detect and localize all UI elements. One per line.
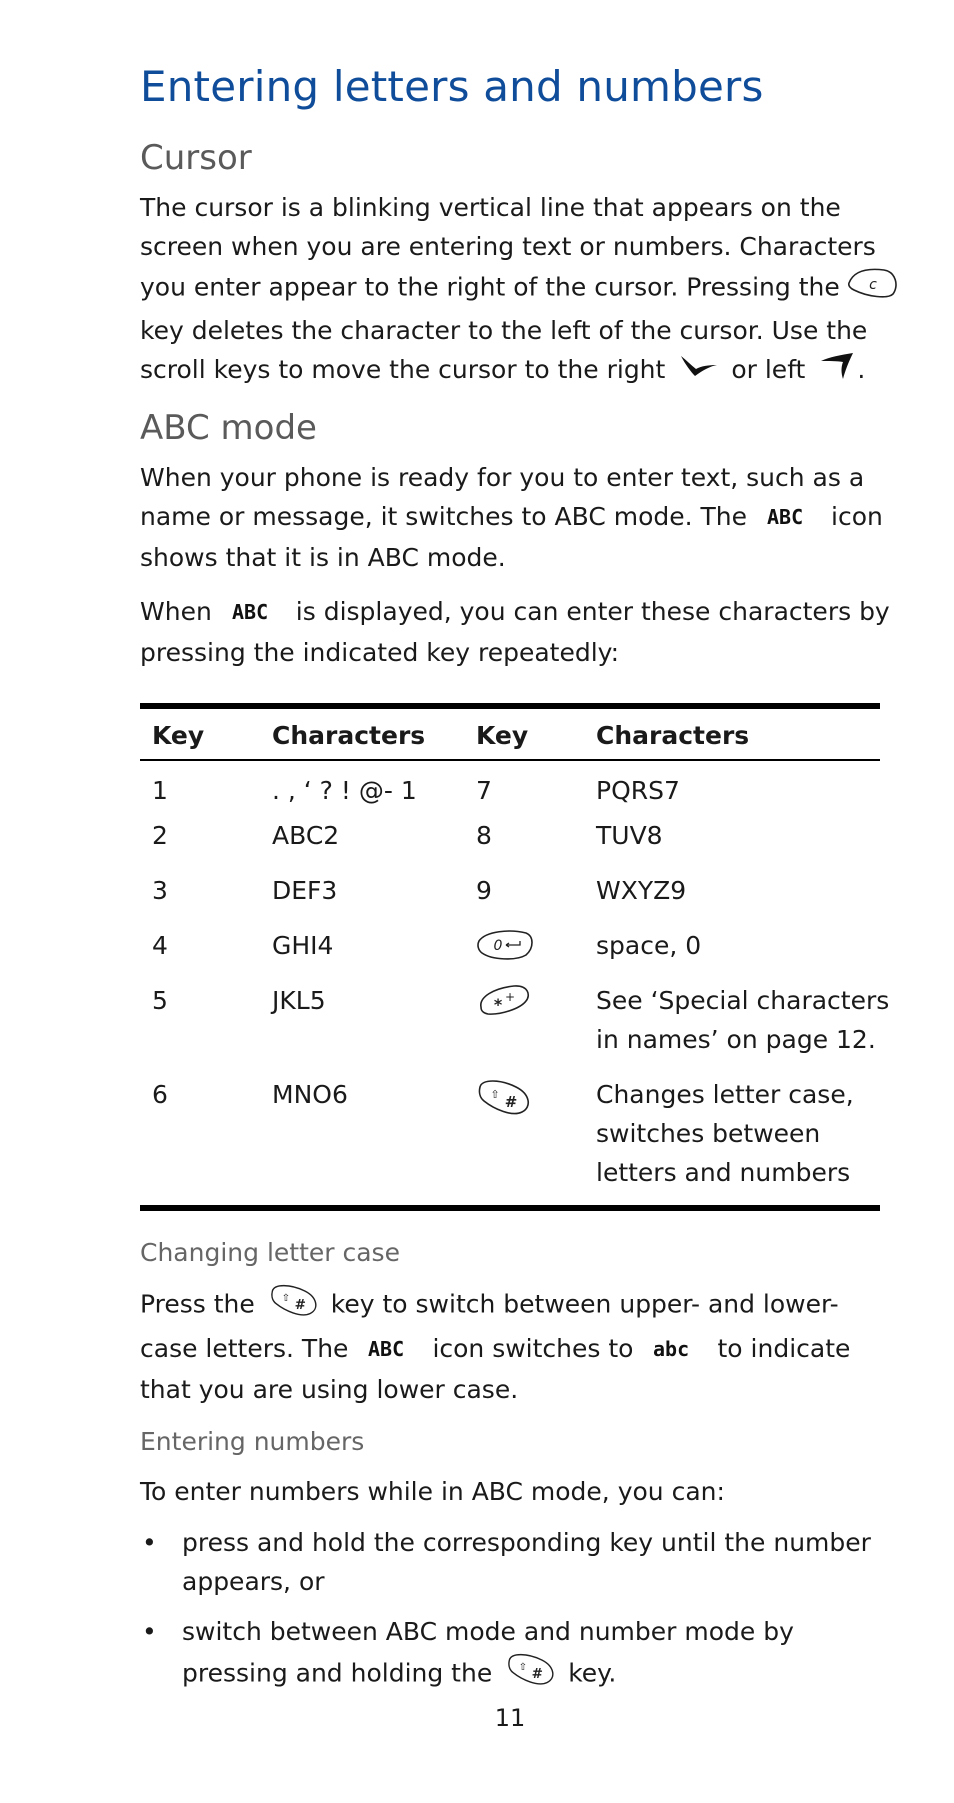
star-key-icon <box>476 983 532 1028</box>
lowercase-icon-label: abc <box>653 1338 690 1359</box>
key-cell: 7 <box>476 775 492 805</box>
characters-cell: space, 0 <box>596 930 702 960</box>
abc-mode-heading: ABC mode <box>140 408 317 448</box>
changing-case-heading: Changing letter case <box>140 1238 400 1267</box>
header-key: Key <box>152 721 205 750</box>
characters-cell: ABC2 <box>272 820 340 850</box>
clear-key-icon <box>846 266 900 311</box>
text-line: in names’ on page 12. <box>596 1024 876 1054</box>
cursor-heading: Cursor <box>140 138 252 178</box>
page-title: Entering letters and numbers <box>140 62 764 111</box>
text-line: pressing the indicated key repeatedly: <box>140 637 620 667</box>
entering-numbers-intro: To enter numbers while in ABC mode, you can: <box>140 1477 725 1506</box>
characters-cell: TUV8 <box>596 820 663 850</box>
key-cell: 3 <box>152 875 168 905</box>
text-line <box>140 1282 880 1329</box>
zero-glyph: 0 <box>493 937 503 954</box>
scroll-right-key-icon <box>679 352 719 391</box>
text-segment: is displayed, you can enter these characters by <box>295 597 890 626</box>
page-number: 11 <box>494 1704 526 1732</box>
key-character-table <box>140 703 890 1211</box>
abc-mode-icon <box>767 499 817 538</box>
abc-mode-paragraph-2 <box>140 592 890 672</box>
text-line: shows that it is in ABC mode. <box>140 542 506 572</box>
svg-text:c: c <box>868 277 877 293</box>
table-row <box>140 761 880 816</box>
key-cell: 4 <box>152 930 168 960</box>
text-line <box>140 497 883 538</box>
changing-case-paragraph <box>140 1282 880 1409</box>
header-characters: Characters <box>596 721 750 750</box>
bullet-text <box>182 1612 880 1698</box>
characters-cell: PQRS7 <box>596 775 680 805</box>
table-bottom-rule <box>140 1205 880 1211</box>
text-segment: or left <box>731 355 806 384</box>
scroll-left-key-icon <box>819 351 855 392</box>
characters-cell: GHI4 <box>272 930 334 960</box>
characters-cell <box>596 1075 880 1192</box>
text-line <box>140 350 880 392</box>
key-cell: 6 <box>152 1079 168 1109</box>
table-row <box>140 981 890 1075</box>
text-line: See ‘Special characters <box>596 985 890 1015</box>
text-line: press and hold the corresponding key until the number <box>182 1528 871 1557</box>
hash-key-icon <box>504 1651 558 1698</box>
text-line: letters and numbers <box>596 1157 851 1187</box>
hash-key-icon <box>267 1282 321 1329</box>
abc-icon-label: ABC <box>231 601 268 622</box>
key-cell: 9 <box>476 875 492 905</box>
shift-glyph: ⇧ <box>518 1661 528 1673</box>
key-cell: 2 <box>152 820 168 850</box>
bullet-text <box>182 1523 880 1601</box>
abc-mode-icon <box>368 1331 418 1370</box>
text-line: switch between ABC mode and number mode by <box>182 1617 794 1646</box>
table-header-row <box>140 709 880 759</box>
bullet-marker: • <box>142 1528 157 1557</box>
hash-key-icon <box>476 1077 532 1128</box>
characters-cell: . , ‘ ? ! @- 1 <box>272 775 417 805</box>
text-line: Changes letter case, <box>596 1079 854 1109</box>
text-line: screen when you are entering text or numbers. Characters <box>140 232 876 261</box>
table-row <box>140 871 880 926</box>
hash-glyph: # <box>531 1666 544 1682</box>
hash-glyph: # <box>294 1297 306 1313</box>
text-segment: case letters. The <box>140 1334 349 1363</box>
characters-cell: MNO6 <box>272 1079 348 1109</box>
shift-glyph: ⇧ <box>281 1292 290 1304</box>
text-line: switches between <box>596 1118 821 1148</box>
characters-cell: WXYZ9 <box>596 875 687 905</box>
text-segment: name or message, it switches to ABC mode. The <box>140 502 748 531</box>
text-segment: icon <box>831 502 883 531</box>
star-glyph: * <box>493 994 503 1014</box>
text-segment: key. <box>568 1658 617 1688</box>
characters-cell <box>596 981 890 1059</box>
shift-glyph: ⇧ <box>490 1087 500 1101</box>
abc-icon-label: ABC <box>767 506 804 527</box>
entering-numbers-heading: Entering numbers <box>140 1427 365 1456</box>
text-segment: pressing and holding the <box>182 1658 493 1688</box>
text-line <box>140 1329 880 1370</box>
zero-key-icon <box>476 928 536 973</box>
cursor-paragraph <box>140 188 880 392</box>
text-segment: . <box>857 355 866 384</box>
key-cell: 8 <box>476 820 492 850</box>
text-segment: scroll keys to move the cursor to the right <box>140 355 666 384</box>
bullet-marker: • <box>142 1617 157 1646</box>
text-segment: Press the <box>140 1289 255 1319</box>
text-segment: When <box>140 597 212 626</box>
abc-icon-label: ABC <box>368 1338 405 1359</box>
table-row <box>140 816 880 871</box>
text-segment: key to switch between upper- and lower- <box>330 1289 839 1319</box>
text-line <box>140 266 880 311</box>
key-cell: 1 <box>152 775 168 805</box>
text-segment: icon switches to <box>432 1334 634 1363</box>
characters-cell: DEF3 <box>272 875 338 905</box>
text-segment: you enter appear to the right of the cursor. Pressing the <box>140 272 840 302</box>
lowercase-abc-icon <box>653 1331 703 1370</box>
text-line: appears, or <box>182 1567 325 1596</box>
text-line: key deletes the character to the left of the cursor. Use the <box>140 316 868 345</box>
text-segment: to indicate <box>717 1334 851 1363</box>
table-row <box>140 926 880 981</box>
header-key: Key <box>476 721 529 750</box>
text-line <box>140 592 890 633</box>
key-cell: 5 <box>152 985 168 1015</box>
text-line: The cursor is a blinking vertical line that appears on the <box>140 193 841 222</box>
characters-cell: JKL5 <box>272 985 326 1015</box>
abc-mode-paragraph-1 <box>140 458 883 577</box>
table-row <box>140 1075 880 1205</box>
text-line <box>182 1651 880 1698</box>
hash-glyph: # <box>504 1092 518 1111</box>
header-characters: Characters <box>272 721 426 750</box>
abc-mode-icon <box>232 594 282 633</box>
text-line: that you are using lower case. <box>140 1374 519 1404</box>
plus-glyph: + <box>504 989 516 1004</box>
text-line: When your phone is ready for you to enter text, such as a <box>140 463 865 492</box>
